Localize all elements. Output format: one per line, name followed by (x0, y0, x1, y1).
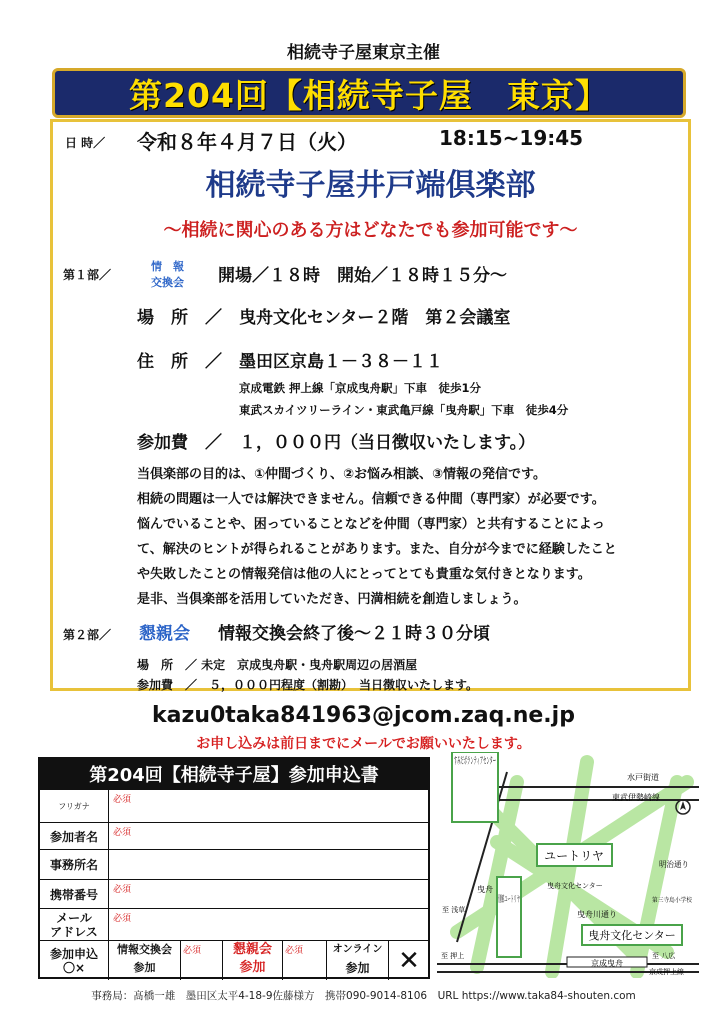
description-line: や失敗したことの情報発信は他の人にとってとても貴重な気付きとなります。 (137, 567, 591, 582)
part1-label: 第１部／ (63, 268, 112, 282)
map-label-yuutoriya: ユートリヤ (544, 849, 604, 863)
option-label: オンライン (332, 944, 383, 955)
map-label-keisei-hikifune: 京成曳舟 (591, 959, 623, 968)
map-label-meiji: 明治通り (659, 860, 691, 869)
part1-sub-label-1: 情 報 (151, 260, 184, 273)
date-value: 令和８年４月７日（火） (137, 130, 357, 154)
map-label-tobu: 東武伊勢崎線 (612, 793, 660, 802)
time-value: 18:15~19:45 (439, 126, 584, 150)
apply-row (40, 940, 428, 980)
description-line: 是非、当倶楽部を活用していただき、円満相続を創造しましょう。 (137, 592, 527, 607)
online-cross-mark[interactable]: ✕ (398, 945, 420, 976)
map-label-oshiage-line: 京成押上線 (649, 968, 684, 976)
description-line: 当倶楽部の目的は、①仲間づくり、②お悩み相談、③情報の発信です。 (137, 467, 546, 482)
map-label-mito: 水戸街道 (627, 773, 659, 782)
option-label: 参加 (345, 961, 370, 975)
map-label-oshiage: 至 押上 (441, 952, 465, 960)
option-online[interactable] (327, 941, 389, 980)
option-info-exchange-check[interactable] (181, 941, 223, 980)
part2-schedule: 情報交換会終了後～２１時３０分頃 (218, 624, 490, 644)
option-info-exchange[interactable] (109, 941, 181, 980)
access-tobu: 東武スカイツリーライン・東武亀戸線「曳舟駅」下車 徒歩4分 (239, 403, 569, 417)
event-title: 相続寺子屋井戸端倶楽部 (205, 168, 536, 203)
option-social[interactable] (223, 941, 283, 980)
apply-label-line: 参加申込 (49, 946, 98, 961)
option-label: 懇親会 (232, 942, 272, 957)
furigana-label: フリガナ (40, 790, 109, 823)
apply-label (40, 941, 109, 980)
option-label: 情報交換会 (117, 943, 172, 956)
part1-address: 住 所 ／ 墨田区京島１－３８－１１ (137, 352, 443, 372)
access-map (437, 752, 699, 978)
north-arrow-needle-icon (680, 801, 686, 810)
map-label-annex: 別館ユートリヤ (498, 895, 561, 905)
option-label: 参加 (133, 961, 156, 974)
phone-label: 携帯番号 (40, 880, 109, 909)
email-label (40, 909, 109, 941)
sponsor-line: 相続寺子屋東京主催 (287, 43, 440, 63)
date-label: 日 時／ (65, 136, 106, 150)
part2-name: 懇親会 (139, 624, 190, 644)
name-label: 参加者名 (40, 823, 109, 850)
banner-title: 第204回【相続寺子屋 東京】 (129, 75, 609, 115)
application-form (38, 757, 430, 979)
map-label-cultural-center: 曳舟文化センター (588, 929, 676, 942)
office-label: 事務所名 (40, 850, 109, 880)
option-social-check[interactable] (283, 941, 327, 980)
footer-contact: 事務局：髙橋一雄 墨田区太平4-18-9佐藤様方 携帯090-9014-8106 URL https://www.taka84-shouten.com (91, 990, 636, 1002)
furigana-row[interactable] (40, 789, 428, 823)
deadline-notice: お申し込みは前日までにメールでお願いいたします。 (196, 736, 531, 752)
map-label-volunteer: すみだボランティアセンター (454, 756, 583, 767)
email-label-line: メール (56, 911, 92, 925)
required-mark: 必須 (113, 795, 132, 805)
name-row[interactable] (40, 822, 428, 850)
form-title: 第204回【相続寺子屋】参加申込書 (40, 759, 428, 789)
contact-email[interactable]: kazu0taka841963@jcom.zaq.ne.jp (152, 703, 575, 728)
option-label: 参加 (239, 960, 266, 975)
access-keisei: 京成電鉄 押上線「京成曳舟駅」下車 徒歩1分 (239, 381, 482, 395)
map-label-center-small: 曳舟文化センター (547, 882, 603, 890)
event-details-panel (50, 119, 691, 691)
part2-label: 第２部／ (63, 628, 112, 642)
part2-venue: 場 所 ／ 未定 京成曳舟駅・曳舟駅周辺の居酒屋 (137, 658, 418, 672)
required-mark: 必須 (113, 885, 132, 895)
part1-fee: 参加費 ／ １，０００円（当日徴収いたします。） (137, 433, 536, 453)
map-label-asakusa: 至 浅草 (442, 906, 466, 914)
map-label-river: 曳舟川通り (577, 910, 617, 919)
event-banner (52, 68, 686, 118)
description-line: 相続の問題は一人では解決できません。信頼できる仲間（専門家）が必要です。 (137, 492, 605, 507)
required-mark: 必須 (285, 946, 304, 956)
required-mark: 必須 (113, 914, 132, 924)
description-line: て、解決のヒントが得られることがあります。また、自分が今までに経験したこと (137, 542, 617, 557)
map-label-station: 曳舟 (477, 885, 493, 894)
required-mark: 必須 (113, 828, 132, 838)
description-line: 悩んでいることや、困っていることなどを仲間（専門家）と共有することによっ (137, 517, 605, 532)
part1-schedule: 開場／１８時 開始／１８時１５分～ (218, 266, 507, 286)
email-label-line: アドレス (50, 925, 98, 939)
part1-venue: 場 所 ／ 曳舟文化センター２階 第２会議室 (137, 308, 511, 328)
part2-fee: 参加費 ／ ５，０００円程度（割勘） 当日徴収いたします。 (137, 678, 479, 692)
email-row[interactable] (40, 908, 428, 941)
apply-label-line: 〇× (62, 960, 86, 975)
office-row[interactable] (40, 849, 428, 880)
map-label-school: 第三寺島小学校 (652, 897, 695, 904)
tagline: ～相続に関心のある方はどなたでも参加可能です～ (163, 220, 578, 241)
map-label-yahiro: 至 八広 (652, 952, 676, 960)
phone-row[interactable] (40, 879, 428, 909)
required-mark: 必須 (183, 946, 202, 956)
part1-sub-label-2: 交換会 (151, 276, 184, 289)
